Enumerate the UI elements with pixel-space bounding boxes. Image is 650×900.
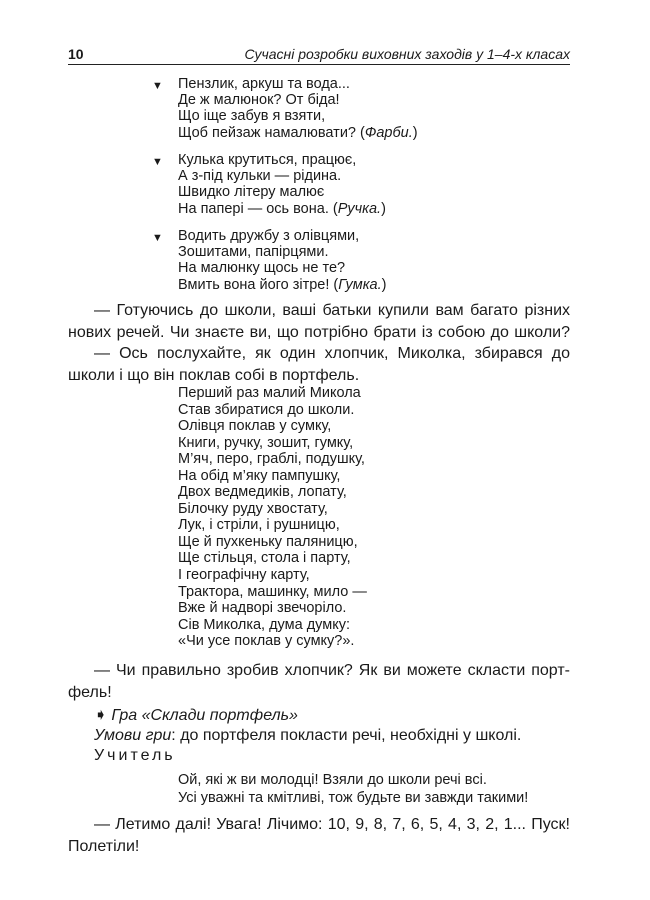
poem-line: Білочку руду хвостату, — [178, 500, 328, 517]
poem-line: Ще стільця, стола і парту, — [178, 550, 351, 567]
game-title: ➧ Гра «Склади портфель» — [94, 707, 298, 724]
poem-line: Став збиратися до школи. — [178, 401, 355, 418]
paragraph-countdown — [68, 814, 570, 857]
running-title: Сучасні розробки виховних заходів у 1–4-х класах — [244, 46, 570, 62]
riddle-line-last: На папері — ось вона. (Ручка.) — [178, 200, 386, 217]
riddle-line: А з-під кульки — рідина. — [178, 168, 342, 185]
riddle-answer: Фарби. — [364, 124, 413, 141]
game-rules — [94, 727, 521, 745]
text-line: — Летимо далі! Увага! Лічимо: 10, 9, 8, 7, 6, 5, 4, 3, 2, 1... Пуск! — [94, 816, 570, 833]
header-rule — [68, 64, 570, 65]
page-header — [68, 44, 570, 64]
riddle-line: Що іще забув я взяти, — [178, 108, 326, 125]
poem-line: М’яч, перо, граблі, подушку, — [178, 451, 365, 468]
riddle-line: На малюнку щось не те? — [178, 260, 346, 277]
riddle-line-last: Вмить вона його зітре! (Гумка.) — [178, 276, 387, 293]
poem — [178, 385, 367, 650]
riddle-line: Де ж малюнок? От біда! — [178, 92, 340, 109]
poem-line: І географічну карту, — [178, 567, 310, 584]
paragraph-question — [68, 660, 570, 703]
riddle-line: Водить дружбу з олівцями, — [178, 228, 360, 244]
poem-line: Вже й надворі звечоріло. — [178, 600, 347, 617]
poem-line: «Чи усе поклав у сумку?». — [178, 633, 355, 650]
text-line: нових речей. Чи знаєте ви, що потрібно брати із собою до школи? — [68, 323, 570, 341]
speaker-label: Учитель — [94, 747, 176, 764]
riddle-line: Зошитами, папірцями. — [178, 244, 329, 261]
teacher-line: Ой, які ж ви молодці! Взяли до школи речі всі. — [178, 772, 487, 788]
text-line: фель! — [68, 683, 112, 701]
poem-line: Трактора, машинку, мило — — [178, 583, 367, 600]
rules-text: : до портфеля покласти речі, необхідні у школі. — [171, 727, 522, 744]
poem-line: Лук, і стріли, і рушницю, — [178, 517, 340, 534]
riddle-line: Пензлик, аркуш та вода... — [178, 76, 350, 92]
poem-line: Ще й пухкеньку паляницю, — [178, 533, 358, 550]
riddle-answer: Ручка. — [337, 200, 382, 217]
paragraph-intro — [68, 300, 570, 386]
poem-line: Книги, ручку, зошит, гумку, — [178, 434, 354, 451]
triangle-bullet-icon: ▼ — [152, 232, 163, 244]
text-line: — Ось послухайте, як один хлопчик, Миколка, збирався до — [94, 345, 570, 362]
riddle-line-last: Щоб пейзаж намалювати? (Фарби.) — [178, 124, 418, 141]
riddle-answer: Гумка. — [338, 276, 382, 293]
poem-line: Перший раз малий Микола — [178, 385, 361, 401]
double-arrow-icon: ➧ — [94, 707, 108, 724]
text-line: школи і що він поклав собі в портфель. — [68, 366, 360, 384]
poem-line: На обід м’яку пампушку, — [178, 467, 341, 484]
poem-line: Олівця поклав у сумку, — [178, 418, 332, 435]
teacher-line: Усі уважні та кмітливі, тож будьте ви завжди такими! — [178, 790, 529, 806]
rules-label: Умови гри — [94, 727, 172, 744]
riddle-line: Кулька крутиться, працює, — [178, 152, 357, 168]
text-line: — Готуючись до школи, ваші батьки купили вам багато різних — [94, 302, 570, 319]
triangle-bullet-icon: ▼ — [152, 156, 163, 168]
poem-line: Двох ведмедиків, лопату, — [178, 484, 347, 501]
text-line: Полетіли! — [68, 837, 140, 855]
riddle-line: Швидко літеру малює — [178, 184, 325, 201]
page-number: 10 — [68, 46, 84, 62]
teacher-speech — [178, 771, 528, 807]
poem-line: Сів Миколка, дума думку: — [178, 616, 351, 633]
text-line: — Чи правильно зробив хлопчик? Як ви можете скласти порт- — [94, 662, 570, 679]
triangle-bullet-icon: ▼ — [152, 80, 163, 92]
